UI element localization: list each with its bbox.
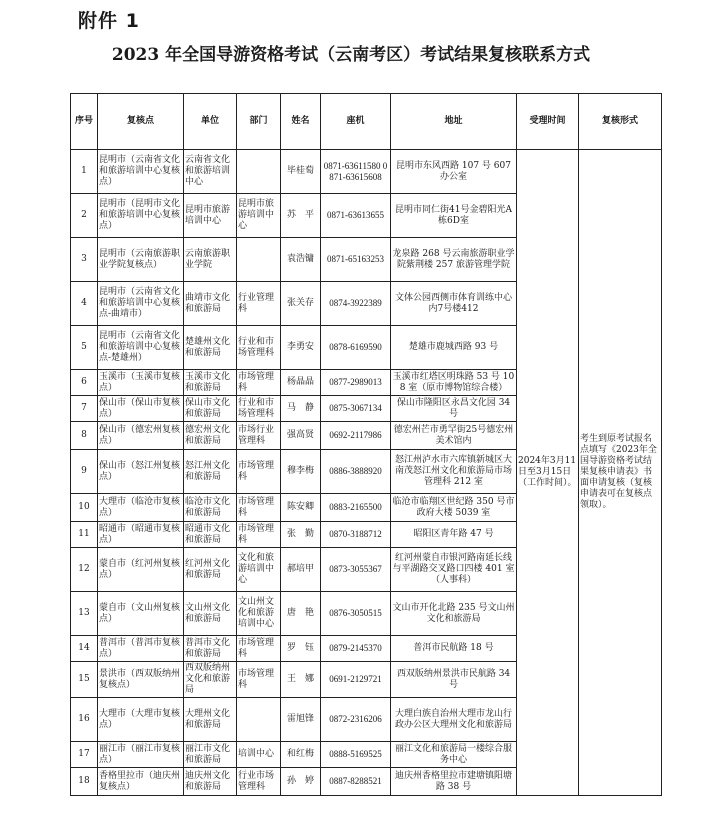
row-telephone: 0871-65163253 — [321, 238, 391, 282]
row-review-point: 保山市（德宏州复核点） — [98, 422, 184, 450]
row-review-point: 大理市（临沧市复核点） — [98, 494, 184, 522]
row-number: 5 — [71, 326, 98, 370]
header-name: 姓名 — [281, 94, 321, 150]
row-address: 临沧市临翔区世纪路 350 号市政府大楼 5039 室 — [391, 494, 517, 522]
row-department — [237, 238, 281, 282]
header-no: 序号 — [71, 94, 98, 150]
row-telephone: 0872-2316206 — [321, 698, 391, 742]
document-title: 2023 年全国导游资格考试（云南考区）考试结果复核联系方式 — [111, 45, 591, 65]
row-address: 文山市开化北路 235 号文山州文化和旅游局 — [391, 592, 517, 636]
row-review-point: 普洱市（普洱市复核点） — [98, 636, 184, 662]
row-review-point: 昭通市（昭通市复核点） — [98, 522, 184, 548]
row-number: 17 — [71, 742, 98, 768]
header-tel: 座机 — [321, 94, 391, 150]
row-telephone: 0883-2165500 — [321, 494, 391, 522]
row-address: 红河州蒙自市银河路南延长线与平湖路交叉路口四楼 401 室（人事科） — [391, 548, 517, 592]
row-department: 市场管理科 — [237, 494, 281, 522]
row-review-point: 丽江市（丽江市复核点） — [98, 742, 184, 768]
row-number: 15 — [71, 662, 98, 698]
row-contact-name: 张关存 — [281, 282, 321, 326]
row-number: 6 — [71, 370, 98, 396]
row-telephone: 0879-2145370 — [321, 636, 391, 662]
row-department: 昆明市旅游培训中心 — [237, 194, 281, 238]
row-contact-name: 张 勤 — [281, 522, 321, 548]
row-review-point: 昆明市（云南旅游职业学院复核点） — [98, 238, 184, 282]
row-unit: 大理州文化和旅游局 — [184, 698, 237, 742]
row-contact-name: 穆李梅 — [281, 450, 321, 494]
row-telephone: 0692-2117986 — [321, 422, 391, 450]
table-body — [71, 150, 662, 796]
row-number: 9 — [71, 450, 98, 494]
row-telephone: 0875-3067134 — [321, 396, 391, 422]
row-department — [237, 698, 281, 742]
row-address: 龙泉路 268 号云南旅游职业学院紫荆楼 257 旅游管理学院 — [391, 238, 517, 282]
row-unit: 文山州文化和旅游局 — [184, 592, 237, 636]
row-contact-name: 唐 艳 — [281, 592, 321, 636]
row-department: 行业和市场管理科 — [237, 326, 281, 370]
row-unit: 云南省文化和旅游培训中心 — [184, 150, 237, 194]
row-review-point: 蒙自市（红河州复核点） — [98, 548, 184, 592]
row-contact-name: 郝培甲 — [281, 548, 321, 592]
row-contact-name: 马 静 — [281, 396, 321, 422]
row-address: 玉溪市红塔区明珠路 53 号 108 室（原市博物馆综合楼） — [391, 370, 517, 396]
table-row — [71, 150, 662, 194]
acceptance-time-cell: 2024年3月11日至3月15日（工作时间）。 — [517, 150, 579, 796]
row-unit: 普洱市文化和旅游局 — [184, 636, 237, 662]
row-number: 14 — [71, 636, 98, 662]
row-review-point: 昆明市（云南省文化和旅游培训中心复核点） — [98, 150, 184, 194]
row-unit: 红河州文化和旅游局 — [184, 548, 237, 592]
row-number: 4 — [71, 282, 98, 326]
row-unit: 云南旅游职业学院 — [184, 238, 237, 282]
table-header-row — [71, 94, 662, 150]
row-contact-name: 李勇安 — [281, 326, 321, 370]
row-telephone: 0887-8288521 — [321, 768, 391, 796]
row-review-point: 香格里拉市（迪庆州复核点） — [98, 768, 184, 796]
row-contact-name: 毕桂萄 — [281, 150, 321, 194]
row-review-point: 景洪市（西双版纳州复核点） — [98, 662, 184, 698]
row-number: 16 — [71, 698, 98, 742]
row-number: 11 — [71, 522, 98, 548]
header-form: 复核形式 — [579, 94, 662, 150]
row-contact-name: 罗 钰 — [281, 636, 321, 662]
row-contact-name: 杨晶晶 — [281, 370, 321, 396]
row-review-point: 大理市（大理市复核点） — [98, 698, 184, 742]
row-contact-name: 王 娜 — [281, 662, 321, 698]
row-address: 德宏州芒市勇罕街25号德宏州美术馆内 — [391, 422, 517, 450]
row-contact-name: 强高贤 — [281, 422, 321, 450]
row-address: 迪庆州香格里拉市建塘镇阳塘路 38 号 — [391, 768, 517, 796]
row-department: 文山州文化和旅游培训中心 — [237, 592, 281, 636]
row-contact-name: 雷旭锋 — [281, 698, 321, 742]
row-department: 文化和旅游培训中心 — [237, 548, 281, 592]
row-contact-name: 和红梅 — [281, 742, 321, 768]
row-telephone: 0874-3922389 — [321, 282, 391, 326]
row-address: 文体公园西侧市体育训练中心内7号楼412 — [391, 282, 517, 326]
row-review-point: 保山市（怒江州复核点） — [98, 450, 184, 494]
header-point: 复核点 — [98, 94, 184, 150]
row-telephone: 0878-6169590 — [321, 326, 391, 370]
row-unit: 临沧市文化和旅游局 — [184, 494, 237, 522]
row-department: 市场行业管理科 — [237, 422, 281, 450]
row-department: 市场管理科 — [237, 636, 281, 662]
row-department: 市场管理科 — [237, 522, 281, 548]
header-time: 受理时间 — [517, 94, 579, 150]
row-review-point: 玉溪市（玉溪市复核点） — [98, 370, 184, 396]
row-telephone: 0888-5169525 — [321, 742, 391, 768]
row-number: 1 — [71, 150, 98, 194]
row-address: 普洱市民航路 18 号 — [391, 636, 517, 662]
row-department: 市场管理科 — [237, 370, 281, 396]
row-telephone: 0876-3050515 — [321, 592, 391, 636]
row-telephone: 0871-63613655 — [321, 194, 391, 238]
row-review-point: 昆明市（云南省文化和旅游培训中心复核点-曲靖市） — [98, 282, 184, 326]
row-unit: 迪庆州文化和旅游局 — [184, 768, 237, 796]
row-review-point: 昆明市（云南省文化和旅游培训中心复核点-楚雄州） — [98, 326, 184, 370]
review-form-cell: 考生到原考试报名点填写《2023年全国导游资格考试结果复核申请表》书面申请复核（复核申请表可在复核点领取）。 — [579, 150, 662, 796]
row-unit: 楚雄州文化和旅游局 — [184, 326, 237, 370]
row-contact-name: 陈安卿 — [281, 494, 321, 522]
row-address: 大理白族自治州大理市龙山行政办公区大理州文化和旅游局 — [391, 698, 517, 742]
row-review-point: 蒙自市（文山州复核点） — [98, 592, 184, 636]
row-number: 10 — [71, 494, 98, 522]
row-contact-name: 苏 平 — [281, 194, 321, 238]
row-unit: 昭通市文化和旅游局 — [184, 522, 237, 548]
row-department — [237, 150, 281, 194]
row-unit: 德宏州文化和旅游局 — [184, 422, 237, 450]
row-contact-name: 袁浩镛 — [281, 238, 321, 282]
row-number: 18 — [71, 768, 98, 796]
row-contact-name: 孙 婷 — [281, 768, 321, 796]
row-number: 8 — [71, 422, 98, 450]
row-number: 13 — [71, 592, 98, 636]
row-unit: 玉溪市文化和旅游局 — [184, 370, 237, 396]
row-number: 12 — [71, 548, 98, 592]
row-address: 昆明市同仁街41号金碧阳光A栋6D室 — [391, 194, 517, 238]
row-address: 怒江州泸水市六库镇新城区大南茂怒江州文化和旅游局市场管理科 212 室 — [391, 450, 517, 494]
row-address: 保山市隆阳区永昌文化园 34 号 — [391, 396, 517, 422]
row-address: 昭阳区青年路 47 号 — [391, 522, 517, 548]
row-department: 行业和市场管理科 — [237, 396, 281, 422]
row-review-point: 昆明市（昆明市文化和旅游培训中心复核点） — [98, 194, 184, 238]
row-review-point: 保山市（保山市复核点） — [98, 396, 184, 422]
row-unit: 保山市文化和旅游局 — [184, 396, 237, 422]
header-dept: 部门 — [237, 94, 281, 150]
row-telephone: 0871-63611580 0871-63615608 — [321, 150, 391, 194]
row-address: 丽江文化和旅游局一楼综合服务中心 — [391, 742, 517, 768]
row-telephone: 0870-3188712 — [321, 522, 391, 548]
row-department: 市场管理科 — [237, 662, 281, 698]
row-address: 昆明市东风西路 107 号 607 办公室 — [391, 150, 517, 194]
row-number: 7 — [71, 396, 98, 422]
row-address: 楚雄市鹿城西路 93 号 — [391, 326, 517, 370]
row-department: 培训中心 — [237, 742, 281, 768]
row-telephone: 0886-3888920 — [321, 450, 391, 494]
row-telephone: 0873-3055367 — [321, 548, 391, 592]
row-unit: 丽江市文化和旅游局 — [184, 742, 237, 768]
row-address: 西双版纳州景洪市民航路 34 号 — [391, 662, 517, 698]
row-unit: 西双版纳州文化和旅游局 — [184, 662, 237, 698]
row-unit: 怒江州文化和旅游局 — [184, 450, 237, 494]
header-address: 地址 — [391, 94, 517, 150]
row-department: 行业管理科 — [237, 282, 281, 326]
row-telephone: 0691-2129721 — [321, 662, 391, 698]
attachment-label: 附件 1 — [78, 10, 140, 32]
contact-table — [70, 93, 662, 796]
row-number: 3 — [71, 238, 98, 282]
row-number: 2 — [71, 194, 98, 238]
header-unit: 单位 — [184, 94, 237, 150]
row-unit: 曲靖市文化和旅游局 — [184, 282, 237, 326]
row-unit: 昆明市旅游培训中心 — [184, 194, 237, 238]
row-department: 行业市场管理科 — [237, 768, 281, 796]
row-department: 市场管理科 — [237, 450, 281, 494]
row-telephone: 0877-2989013 — [321, 370, 391, 396]
